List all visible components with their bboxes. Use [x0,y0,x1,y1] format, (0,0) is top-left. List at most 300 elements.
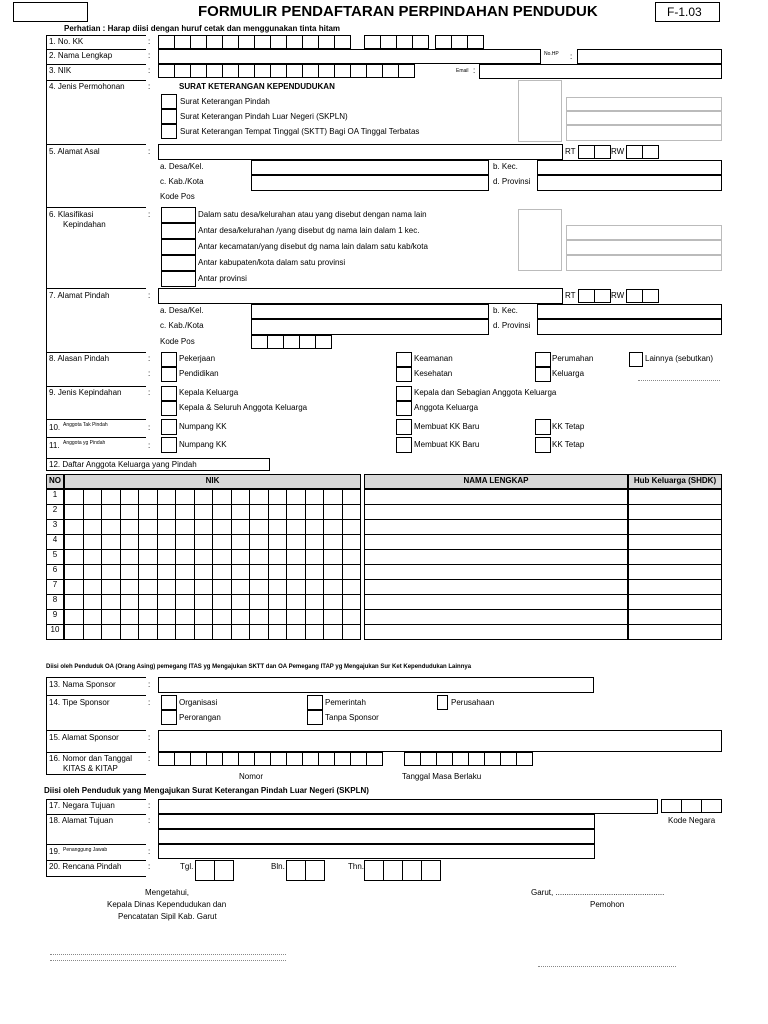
nik-cell[interactable] [287,550,306,565]
nik-cell[interactable] [305,505,324,520]
nama-cell[interactable] [365,625,628,640]
nik-cell[interactable] [194,625,213,640]
nik-cell[interactable] [139,595,158,610]
nik-cell[interactable] [83,625,102,640]
form-title: FORMULIR PENDAFTARAN PERPINDAHAN PENDUDUK [198,3,598,20]
table-row [65,535,361,550]
label-nik: 3. NIK [49,66,72,75]
nik-cell[interactable] [287,505,306,520]
rencana-tgl-cells[interactable] [195,860,233,881]
nik-cell[interactable] [305,520,324,535]
kitas-nomor-cells[interactable] [158,752,382,766]
nik-cell[interactable] [231,580,250,595]
row-number: 10 [47,625,64,640]
no-kk-cells[interactable] [158,35,350,49]
nik-cell[interactable] [213,550,232,565]
nik-cell[interactable] [176,580,195,595]
kec-pindah-input[interactable] [537,304,722,319]
nik-cell[interactable] [176,595,195,610]
prov-asal-input[interactable] [537,175,722,191]
nik-cell[interactable] [287,535,306,550]
nik-cell[interactable] [157,535,176,550]
prov-pindah-input[interactable] [537,319,722,335]
label-anggota-tak-pindah: Anggota Tak Pindah [63,422,108,428]
nik-cell[interactable] [231,625,250,640]
label-nomor: Nomor [239,772,264,781]
hub-cell[interactable] [629,625,722,640]
nik-cell[interactable] [250,520,269,535]
signature-pemohon[interactable] [538,966,676,967]
nik-cell[interactable] [213,610,232,625]
table-row [65,580,361,595]
penanggung-jawab-input[interactable] [158,844,595,859]
nik-cell[interactable] [102,580,121,595]
nik-cell[interactable] [250,610,269,625]
nik-cell[interactable] [120,580,139,595]
nik-cell[interactable] [324,505,343,520]
alamat-sponsor-input[interactable] [158,730,722,752]
label-no-kk: 1. No. KK [49,37,84,46]
nik-cell[interactable] [305,595,324,610]
label-nama: 2. Nama Lengkap [49,51,113,60]
hub-cell[interactable] [629,520,722,535]
nik-cell[interactable] [305,565,324,580]
nik-cell[interactable] [268,535,287,550]
member-table-nik[interactable] [64,489,361,640]
checkbox-kesehatan[interactable] [396,367,412,382]
kitas-tanggal-cells[interactable] [404,752,532,766]
label-jenis-permohonan: 4. Jenis Permohonan [49,82,125,91]
nik-cell[interactable] [139,610,158,625]
kadis-line-2: Pencatatan Sipil Kab. Garut [118,912,217,921]
checkbox-perorangan[interactable] [161,710,177,725]
nik-cell[interactable] [324,490,343,505]
label-alamat-pindah: 7. Alamat Pindah [49,291,110,300]
nik-cell[interactable] [176,535,195,550]
nik-cell[interactable] [305,535,324,550]
hub-cell[interactable] [629,580,722,595]
nik-cell[interactable] [305,610,324,625]
nik-cell[interactable] [250,535,269,550]
nik-cell[interactable] [139,535,158,550]
no-hp-input[interactable] [577,49,722,64]
nik-cell[interactable] [194,535,213,550]
nik-cell[interactable] [231,535,250,550]
nik-cell[interactable] [324,550,343,565]
nik-cell[interactable] [231,490,250,505]
nik-cell[interactable] [176,610,195,625]
nik-cell[interactable] [157,550,176,565]
label-daftar-anggota: 12. Daftar Anggota Keluarga yang Pindah [49,460,197,469]
nik-cell[interactable] [83,580,102,595]
nik-cell[interactable] [287,610,306,625]
nik-cell[interactable] [342,580,361,595]
label-nama-sponsor: 13. Nama Sponsor [49,680,116,689]
nik-cell[interactable] [213,490,232,505]
hub-cell[interactable] [629,505,722,520]
checkbox-klasifikasi-5[interactable] [161,271,196,287]
nik-cell[interactable] [83,595,102,610]
nik-cell[interactable] [65,580,84,595]
nik-cell[interactable] [305,580,324,595]
alamat-tujuan-input-2[interactable] [158,829,595,844]
rencana-bln-cells[interactable] [286,860,324,881]
nik-cell[interactable] [157,580,176,595]
label-jenis-kepindahan: 9. Jenis Kepindahan [49,388,122,397]
nik-cell[interactable] [157,490,176,505]
hub-cell[interactable] [629,550,722,565]
nama-cell[interactable] [365,580,628,595]
nik-cell[interactable] [65,520,84,535]
col-nik: NIK [64,474,361,489]
row-number: 2 [47,505,64,520]
nik-cell[interactable] [102,565,121,580]
row-number: 8 [47,595,64,610]
nik-cell[interactable] [213,535,232,550]
nik-cell[interactable] [324,535,343,550]
nik-cell[interactable] [250,490,269,505]
form-number-box[interactable] [13,2,88,22]
mengetahui: Mengetahui, [145,888,190,897]
label-klasifikasi: 6. Klasifikasi [49,210,94,219]
nik-cell[interactable] [102,520,121,535]
table-row [65,610,361,625]
checkbox-organisasi[interactable] [161,695,177,710]
nik-cell[interactable] [250,625,269,640]
member-table-no [46,489,64,640]
checkbox-pendidikan[interactable] [161,367,177,382]
nik-cell[interactable] [194,595,213,610]
nik-cell[interactable] [157,505,176,520]
nik-cell[interactable] [102,610,121,625]
label-alamat-sponsor: 15. Alamat Sponsor [49,733,119,742]
nik-cell[interactable] [65,505,84,520]
checkbox-pemerintah[interactable] [307,695,323,710]
nik-cell[interactable] [213,595,232,610]
stamp-box-6 [518,209,562,271]
email-input[interactable] [479,64,722,79]
checkbox-tetap-11[interactable] [535,437,551,453]
checkbox-skpln[interactable] [161,109,177,124]
checkbox-numpang-11[interactable] [161,437,177,453]
hub-cell[interactable] [629,595,722,610]
label-alamat-asal: 5. Alamat Asal [49,147,100,156]
nik-cell[interactable] [324,610,343,625]
nik-cell[interactable] [268,505,287,520]
nik-cell[interactable] [120,550,139,565]
nik-cell[interactable] [324,580,343,595]
nik-cell[interactable] [287,625,306,640]
nik-cell[interactable] [324,625,343,640]
nik-cell[interactable] [250,595,269,610]
nik-cell[interactable] [65,625,84,640]
nik-cell[interactable] [194,520,213,535]
row-number: 5 [47,550,64,565]
nik-cell[interactable] [102,505,121,520]
nik-cell[interactable] [305,625,324,640]
nama-cell[interactable] [365,565,628,580]
kode-negara-cells[interactable] [661,799,721,813]
label-kode-negara: Kode Negara [668,816,716,825]
nik-cell[interactable] [342,505,361,520]
nik-cell[interactable] [342,565,361,580]
nik-cell[interactable] [176,490,195,505]
nik-cell[interactable] [65,535,84,550]
nik-cell[interactable] [102,625,121,640]
nik-cell[interactable] [213,505,232,520]
rw-pindah[interactable] [626,289,658,303]
nik-cell[interactable] [65,610,84,625]
nik-cell[interactable] [268,625,287,640]
nik-cell[interactable] [250,580,269,595]
nik-cell[interactable] [305,550,324,565]
nik-cell[interactable] [250,550,269,565]
nik-cell[interactable] [65,565,84,580]
nik-cell[interactable] [287,580,306,595]
checkbox-tanpa-sponsor[interactable] [307,710,323,725]
nik-cell[interactable] [231,565,250,580]
skpln-note: Diisi oleh Penduduk yang Mengajukan Surat Keterangan Pindah Luar Negeri (SKPLN) [44,786,369,795]
nama-cell[interactable] [365,490,628,505]
table-row [65,490,361,505]
rt-pindah[interactable] [578,289,610,303]
nik-cell[interactable] [120,490,139,505]
nik-cell[interactable] [213,625,232,640]
row-number: 1 [47,490,64,505]
no-kk-cells-3[interactable] [435,35,483,49]
checkbox-baru-11[interactable] [396,437,412,453]
nik-cell[interactable] [268,580,287,595]
nik-cell[interactable] [139,520,158,535]
label-alamat-tujuan: 18. Alamat Tujuan [49,816,114,825]
nik-cell[interactable] [83,610,102,625]
desa-pindah-input[interactable] [251,304,489,319]
nik-cell[interactable] [342,490,361,505]
pemohon: Pemohon [590,900,625,909]
label-negara-tujuan: 17. Negara Tujuan [49,801,115,810]
nik-cell[interactable] [342,535,361,550]
nik-cell[interactable] [139,565,158,580]
nik-cell[interactable] [213,565,232,580]
checkbox-baru-10[interactable] [396,419,412,435]
nama-cell[interactable] [365,610,628,625]
label-anggota-pindah: Anggota yg Pindah [63,440,106,446]
rw-asal[interactable] [626,145,658,159]
label-penanggung-jawab: Penanggung Jawab [63,847,108,853]
notice: Perhatian : Harap diisi dengan huruf cetak dan menggunakan tinta hitam [64,24,341,33]
nik-cell[interactable] [213,580,232,595]
nik-cell[interactable] [194,490,213,505]
rencana-thn-cells[interactable] [364,860,440,881]
nik-cell[interactable] [342,520,361,535]
nik-cell[interactable] [287,520,306,535]
alamat-pindah-input[interactable] [158,288,563,304]
checkbox-anggota[interactable] [396,401,412,416]
nama-input[interactable] [158,49,541,64]
hub-cell[interactable] [629,610,722,625]
checkbox-perusahaan[interactable] [437,695,448,710]
nama-sponsor-input[interactable] [158,677,594,693]
checkbox-numpang-10[interactable] [161,419,177,435]
nik-cell[interactable] [65,550,84,565]
nik-cell[interactable] [342,550,361,565]
nik-cell[interactable] [268,490,287,505]
nik-cell[interactable] [157,610,176,625]
nik-cell[interactable] [176,565,195,580]
nik-cell[interactable] [305,490,324,505]
nik-cell[interactable] [120,565,139,580]
checkbox-klasifikasi-2[interactable] [161,223,196,239]
nik-cell[interactable] [231,520,250,535]
nik-cell[interactable] [324,565,343,580]
nik-cell[interactable] [157,595,176,610]
kec-asal-input[interactable] [537,160,722,175]
nik-cell[interactable] [213,520,232,535]
hub-cell[interactable] [629,490,722,505]
nama-cell[interactable] [365,595,628,610]
nik-cell[interactable] [176,520,195,535]
checkbox-kk-sebagian[interactable] [396,386,412,401]
hub-cell[interactable] [629,535,722,550]
checkbox-skp[interactable] [161,94,177,109]
no-kk-cells-2[interactable] [364,35,428,49]
checkbox-klasifikasi-1[interactable] [161,207,196,223]
alamat-asal-input[interactable] [158,144,563,160]
nik-cell[interactable] [342,610,361,625]
desa-asal-input[interactable] [251,160,489,175]
nik-cell[interactable] [120,520,139,535]
nik-cell[interactable] [139,490,158,505]
kab-asal-input[interactable] [251,175,489,191]
nik-cell[interactable] [139,580,158,595]
lainnya-line[interactable] [638,380,720,381]
checkbox-lainnya[interactable] [629,352,643,367]
kodepos-pindah[interactable] [251,335,331,349]
label-kitas: 16. Nomor dan Tanggal [49,754,133,763]
nik-cell[interactable] [120,535,139,550]
checkbox-klasifikasi-4[interactable] [161,255,196,271]
checkbox-pekerjaan[interactable] [161,352,177,367]
hub-cell[interactable] [629,565,722,580]
nik-cell[interactable] [324,520,343,535]
stamp-box-4 [518,80,562,142]
nik-cell[interactable] [194,550,213,565]
nik-cell[interactable] [120,595,139,610]
nik-cell[interactable] [324,595,343,610]
nik-cell[interactable] [120,625,139,640]
checkbox-keamanan[interactable] [396,352,412,367]
nama-cell[interactable] [365,505,628,520]
member-table-nama[interactable] [364,489,628,640]
nik-cell[interactable] [194,580,213,595]
nik-cell[interactable] [83,565,102,580]
nik-cell[interactable] [342,595,361,610]
nik-cell[interactable] [157,520,176,535]
member-table-hub[interactable] [628,489,722,640]
nik-cell[interactable] [268,610,287,625]
label-rencana-pindah: 20. Rencana Pindah [49,862,122,871]
label-tipe-sponsor: 14. Tipe Sponsor [49,698,110,707]
nik-cell[interactable] [157,625,176,640]
row-number: 3 [47,520,64,535]
label-alasan: 8. Alasan Pindah [49,354,110,363]
nik-cell[interactable] [250,565,269,580]
label-tgl-berlaku: Tanggal Masa Berlaku [402,772,482,781]
nik-cell[interactable] [139,625,158,640]
table-row [65,520,361,535]
row-number: 7 [47,580,64,595]
nik-cell[interactable] [83,520,102,535]
nik-cell[interactable] [231,550,250,565]
nik-cell[interactable] [176,625,195,640]
nama-cell[interactable] [365,550,628,565]
table-row [65,565,361,580]
nik-cell[interactable] [120,505,139,520]
nik-cell[interactable] [268,595,287,610]
nik-cell[interactable] [194,565,213,580]
nik-cell[interactable] [287,595,306,610]
signature-kadis-2[interactable] [50,960,286,961]
nik-cell[interactable] [83,505,102,520]
nik-cell[interactable] [139,550,158,565]
nik-cell[interactable] [268,550,287,565]
checkbox-klasifikasi-3[interactable] [161,239,196,255]
nik-cell[interactable] [268,565,287,580]
nik-cell[interactable] [102,550,121,565]
nik-cell[interactable] [102,535,121,550]
nik-cell[interactable] [83,535,102,550]
nik-cell[interactable] [287,490,306,505]
label-column-line [46,35,47,458]
nik-cell[interactable] [231,610,250,625]
checkbox-sktt[interactable] [161,124,177,139]
nik-cell[interactable] [102,490,121,505]
nik-cell[interactable] [176,505,195,520]
nik-cell[interactable] [231,595,250,610]
checkbox-perumahan[interactable] [535,352,551,367]
nik-cell[interactable] [194,610,213,625]
checkbox-kk-seluruh[interactable] [161,401,177,416]
checkbox-keluarga[interactable] [535,367,551,382]
nik-cell[interactable] [139,505,158,520]
colon: : [148,37,151,46]
checkbox-kk[interactable] [161,386,177,401]
signature-kadis[interactable] [50,954,286,955]
nik-cell[interactable] [194,505,213,520]
nik-cell[interactable] [287,565,306,580]
nama-cell[interactable] [365,520,628,535]
nik-cell[interactable] [120,610,139,625]
nik-cell[interactable] [268,520,287,535]
nik-cell[interactable] [231,505,250,520]
nama-cell[interactable] [365,535,628,550]
negara-tujuan-input[interactable] [158,799,658,814]
kab-pindah-input[interactable] [251,319,489,335]
rt-asal[interactable] [578,145,610,159]
nik-cell[interactable] [157,565,176,580]
nik-cell[interactable] [65,490,84,505]
nik-cells[interactable] [158,64,414,78]
alamat-tujuan-input-1[interactable] [158,814,595,829]
nik-cell[interactable] [83,490,102,505]
nik-cell[interactable] [250,505,269,520]
nik-cell[interactable] [65,595,84,610]
nik-cell[interactable] [83,550,102,565]
checkbox-tetap-10[interactable] [535,419,551,435]
nik-cell[interactable] [176,550,195,565]
nik-cell[interactable] [342,625,361,640]
nik-cell[interactable] [102,595,121,610]
